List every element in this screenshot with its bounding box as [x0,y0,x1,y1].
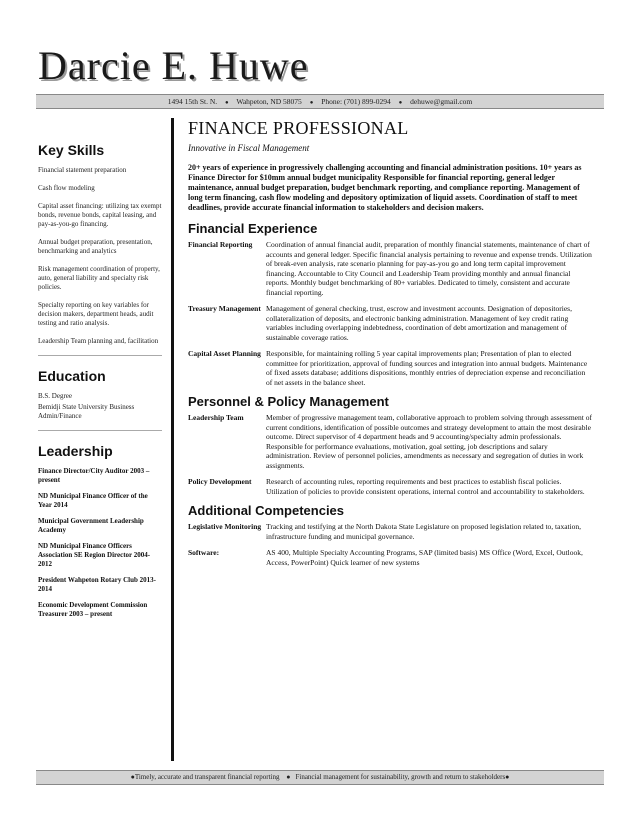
footer-item: Timely, accurate and transparent financial reporting [134,773,280,781]
entry-label: Treasury Management [188,304,261,313]
city: Wahpeton, ND 58075 [236,97,302,106]
entry-text: Tracking and testifying at the North Dakota State Legislature on proposed legislation related to, taxation, infrastructure funding and municipal governance. [266,522,582,541]
leadership-item: ND Municipal Finance Officers Association SE Region Director 2004-2012 [38,542,151,568]
leadership-item: Economic Development Commission Treasurer 2003 – present [38,601,148,618]
candidate-name: Darcie E. Huwe [38,43,309,88]
skill-item: Financial statement preparation [38,166,127,174]
entry-text: AS 400, Multiple Specialty Accounting Programs, SAP (limited basis) MS Office (Word, Excel, Outlook, Access, PowerPoint) Quick learner of new systems [266,548,583,567]
entry-leadership-team [188,413,593,470]
degree: B.S. Degree [38,392,73,400]
skills-heading: Key Skills [38,142,105,158]
entry-text: Research of accounting rules, reporting requirements and best practices to establish fiscal policies. Utilization of policies to provide consistent operations, internal control and accountability to stakeholders. [266,477,585,496]
summary: 20+ years of experience in progressively challenging accounting and financial administration positions. 10+ years as Finance Director for $10mm annual budget municipality Responsible for financial reporting, general ledger maintenance, annual budget preparation, budget benchmark reporting, and compliance reporting. Management of long term financing, cash flow modeling and depository optimization of liquid assets. Coordination of staff to meet deadlines, provide accurate financial information to stakeholders and decision makers. [188,163,582,212]
entry-label: Leadership Team [188,413,244,422]
section-heading-financial: Financial Experience [188,221,318,236]
subtitle: Innovative in Fiscal Management [188,143,310,153]
education-heading: Education [38,368,106,384]
contact-bar [36,94,604,109]
section-heading-personnel: Personnel & Policy Management [188,394,389,409]
school: Bemidji State University Business Admin/Finance [38,403,135,420]
page-title: FINANCE PROFESSIONAL [188,118,409,138]
entry-label: Software: [188,548,220,557]
leadership-item: ND Municipal Finance Officer of the Year 2014 [38,492,148,509]
entry-software [188,548,593,567]
bullet-icon: ● [225,100,229,106]
entry-label: Financial Reporting [188,240,253,249]
main-content [188,118,593,574]
footer-bar [36,770,604,785]
address: 1494 15th St. N. [167,97,218,106]
entry-treasury [188,304,593,342]
skill-item: Specialty reporting on key variables for decision makers, department heads, audit testing and ratio analysis. [38,301,154,327]
entry-text: Member of progressive management team, collaborative approach to problem solving through assessment of current conditions, identification of possible outcomes and strategy development to attain the most desirable outcome. Direct supervisor of 4 department heads and 9 accounting/specialty admin professionals. Responsible for performance evaluations, motivation, goal setting, job descriptions and salary administration. Review of personnel policies, amendments as necessary and segregation of duties in work assignments. [266,413,592,470]
entry-policy [188,477,593,496]
leadership-item: Municipal Government Leadership Academy [38,517,144,534]
leadership-item: Finance Director/City Auditor 2003 – present [38,467,150,484]
phone: Phone: (701) 899-0294 [321,97,391,106]
bullet-icon: ● [309,100,314,106]
section-heading-competencies: Additional Competencies [188,503,345,518]
entry-label: Legislative Monitoring [188,522,262,531]
bullet-icon: ● [398,100,403,106]
leadership-heading: Leadership [38,443,113,459]
leadership-item: President Wahpeton Rotary Club 2013-2014 [38,576,156,593]
sidebar [38,142,162,626]
bullet-icon: ● [286,773,291,781]
entry-text: Management of general checking, trust, escrow and investment accounts. Designation of depositories, collateralization of deposits, and electronic banking administration. Management of key credit rating variables including overlapping indebtedness, coordination of debt amortization and management of sustainable coverage ratios. [266,304,572,342]
entry-legislative [188,522,593,541]
bullet-icon: ● [130,773,135,781]
entry-text: Coordination of annual financial audit, preparation of monthly financial statements, maintenance of chart of accounts and general ledger. Specific financial analysis pertaining to revenue and expense trends. Utilization of break-even analysis, rate scenario planning for pay-as-you go and long term capital improvement financing. Accountable to City Council and Leadership Team providing monthly and annual financial reports. Monthly budget benchmarking of 80+ variables. Dedicated to timely, consistent and accurate financial reporting. [266,240,592,297]
skill-item: Cash flow modeling [38,184,95,192]
divider [38,430,162,431]
entry-label: Policy Development [188,477,252,486]
entry-financial-reporting [188,240,593,297]
skill-item: Annual budget preparation, presentation, benchmarking and analytics [38,238,153,255]
divider [38,355,162,356]
skill-item: Leadership Team planning and, facilitation [38,337,159,345]
entry-capital-asset [188,349,593,387]
email-link[interactable]: dehuwe@gmail.com [410,97,473,106]
footer-item: Financial management for sustainability, growth and return to stakeholders [295,773,506,781]
entry-text: Responsible, for maintaining rolling 5 year capital improvements plan; Presentation of plan to elected committee for prioritization, approval of funding sources and integration into annual budgets. Maintenance of fixed assets database; additions dispositions, monthly entries of depreciation expense and reconciliation of net assets in the balance sheet. [266,349,588,387]
bullet-icon: ● [505,773,510,781]
column-divider [171,118,174,761]
entry-label: Capital Asset Planning [188,349,261,358]
skill-item: Risk management coordination of property, auto, general liability and specialty risk policies. [38,265,160,291]
skill-item: Capital asset financing: utilizing tax exempt bonds, revenue bonds, capital leasing, and pay-as-you-go financing. [38,202,162,228]
